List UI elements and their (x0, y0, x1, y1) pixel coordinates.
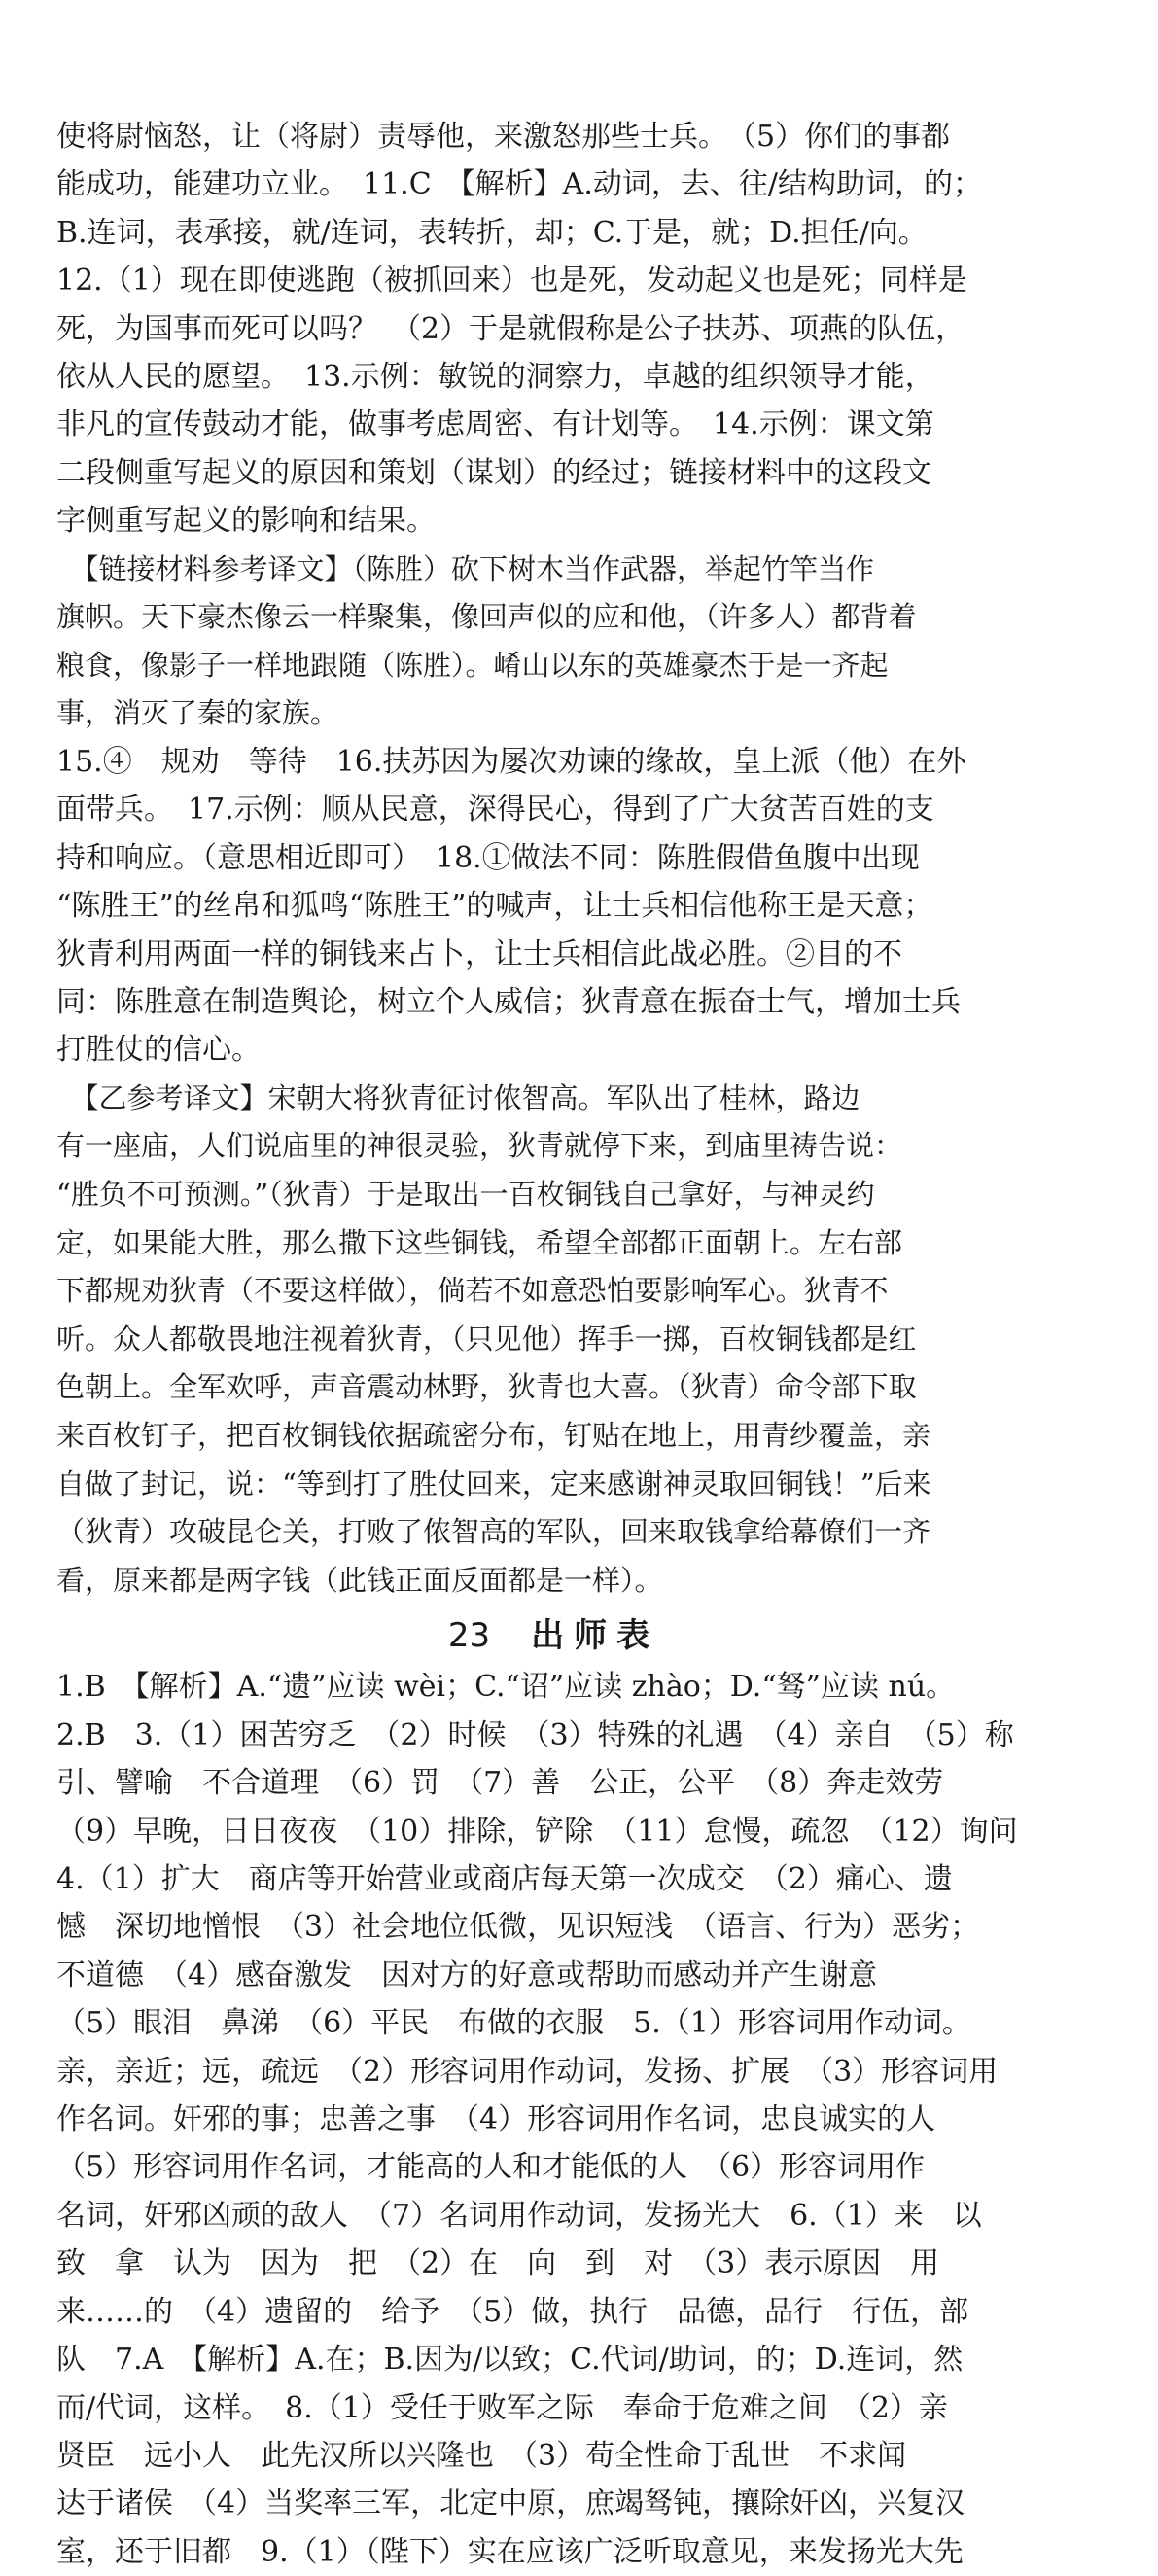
text-line: 使将尉恼怒，让（将尉）责辱他，来激怒那些士兵。 （5）你们的事都 (56, 120, 951, 154)
text-line: 同：陈胜意在制造舆论，树立个人威信；狄青意在振奋士气，增加士兵 (56, 985, 961, 1020)
translation-paragraph-link-material (56, 546, 1051, 738)
text-line: B.连词，表承接，就/连词，表转折，却；C.于是，就；D.担任/向。 (56, 215, 928, 250)
text-line: 达于诸侯 （4）当奖率三军，北定中原，庶竭驽钝，攘除奸凶，兴复汉 (56, 2487, 965, 2522)
text-line: 依从人民的愿望。 13.示例：敏锐的洞察力，卓越的组织领导才能， (56, 360, 934, 395)
text-line: （5）眼泪 鼻涕 （6）平民 布做的衣服 5.（1）形容词用作动词。 (56, 2006, 971, 2041)
text-line: 作名词。奸邪的事；忠善之事 （4）形容词用作名词，忠良诚实的人 (56, 2102, 936, 2137)
text-line: 旗帜。天下豪杰像云一样聚集，像回声似的应和他，（许多人）都背着 (56, 600, 917, 634)
text-line: 狄青利用两面一样的铜钱来占卜，让士兵相信此战必胜。②目的不 (56, 936, 902, 971)
text-line: 听。众人都敬畏地注视着狄青，（只见他）挥手一掷，百枚铜钱都是红 (56, 1322, 917, 1356)
text-line: 粮食，像影子一样地跟随（陈胜）。崤山以东的英雄豪杰于是一齐起 (56, 648, 889, 682)
text-line: 定，如果能大胜，那么撒下这些铜钱，希望全部都正面朝上。左右部 (56, 1225, 903, 1259)
text-line: 不道德 （4）感奋激发 因对方的好意或帮助而感动并产生谢意 (56, 1958, 878, 1993)
text-line: 2.B 3.（1）困苦穷乏 （2）时候 （3）特殊的礼遇 （4）亲自 （5）称 (56, 1717, 1014, 1752)
text-line: 下都规劝狄青（不要这样做），倘若不如意恐怕要影响军心。狄青不 (56, 1274, 889, 1308)
text-line: 室，还于旧都 9.（1）（陛下）实在应该广泛听取意见，来发扬光大先 (56, 2534, 964, 2569)
text-line: 1.B 【解析】A.“遗”应读 wèi；C.“诏”应读 zhào；D.“驽”应读 nú。 (56, 1670, 956, 1705)
text-line: 引、譬喻 不合道理 （6）罚 （7）善 公正，公平 （8）奔走效劳 (56, 1766, 944, 1801)
text-line: 【链接材料参考译文】（陈胜）砍下树木当作武器，举起竹竿当作 (56, 551, 875, 585)
text-line: 而/代词，这样。 8.（1）受任于败军之际 奉命于危难之间 （2）亲 (56, 2390, 948, 2425)
section-title (56, 1608, 1051, 1663)
text-line: （5）形容词用作名词，才能高的人和才能低的人 （6）形容词用作 (56, 2150, 926, 2185)
text-line: 面带兵。 17.示例：顺从民意，深得民心，得到了广大贫苦百姓的支 (56, 793, 934, 828)
text-line: 来百枚钉子，把百枚铜钱依据疏密分布，钉贴在地上，用青纱覆盖，亲 (56, 1419, 931, 1453)
text-line: 持和响应。（意思相近即可） 18.①做法不同：陈胜假借鱼腹中出现 (56, 840, 920, 875)
text-line: （9）早晚，日日夜夜 （10）排除，铲除 （11）怠慢，疏忽 （12）询问 (56, 1814, 1018, 1849)
answer-paragraph-1 (56, 113, 1051, 546)
text-line: 贤臣 远小人 此先汉所以兴隆也 （3）苟全性命于乱世 不求闻 (56, 2438, 907, 2473)
text-line: 亲，亲近；远，疏远 （2）形容词用作动词，发扬、扩展 （3）形容词用 (56, 2054, 999, 2089)
text-line: 致 拿 认为 因为 把 （2）在 向 到 对 （3）表示原因 用 (56, 2246, 940, 2281)
answer-paragraph-2 (56, 738, 1051, 1075)
section-number: 23 (447, 1616, 491, 1656)
text-line: “胜负不可预测。”（狄青）于是取出一百枚铜钱自己拿好，与神灵约 (56, 1178, 875, 1212)
text-line: 看，原来都是两字钱（此钱正面反面都是一样）。 (56, 1563, 663, 1597)
text-line: 事，消灭了秦的家族。 (56, 696, 339, 730)
text-line: 自做了封记，说：“等到打了胜仗回来，定来感谢神灵取回铜钱！”后来 (56, 1466, 931, 1500)
translation-paragraph-yi (56, 1075, 1051, 1606)
text-line: 憾 深切地憎恨 （3）社会地位低微，见识短浅 （语言、行为）恶劣； (56, 1910, 980, 1945)
section-title-text: 出师表 (531, 1616, 660, 1656)
answer-paragraph-3 (56, 1663, 1051, 2576)
text-line: 打胜仗的信心。 (56, 1033, 261, 1068)
text-line: （狄青）攻破昆仑关，打败了侬智高的军队，回来取钱拿给幕僚们一齐 (56, 1515, 931, 1549)
text-line: 12.（1）现在即使逃跑（被抓回来）也是死，发动起义也是死；同样是 (56, 264, 967, 299)
text-line: 有一座庙，人们说庙里的神很灵验，狄青就停下来，到庙里祷告说： (56, 1129, 903, 1163)
text-line: 15.④ 规劝 等待 16.扶苏因为屡次劝谏的缘故，皇上派（他）在外 (56, 745, 966, 780)
text-line: 非凡的宣传鼓动才能，做事考虑周密、有计划等。 14.示例：课文第 (56, 407, 934, 442)
text-line: 名词，奸邪凶顽的敌人 （7）名词用作动词，发扬光大 6.（1）来 以 (56, 2198, 982, 2233)
text-line: 字侧重写起义的影响和结果。 (56, 504, 436, 539)
text-line: 色朝上。全军欢呼，声音震动林野，狄青也大喜。（狄青）命令部下取 (56, 1370, 917, 1404)
text-line: 队 7.A 【解析】A.在；B.因为/以致；C.代词/助词，的；D.连词，然 (56, 2343, 964, 2378)
text-line: 二段侧重写起义的原因和策划（谋划）的经过；链接材料中的这段文 (56, 455, 931, 490)
text-line: 来……的 （4）遗留的 给予 （5）做，执行 品德，品行 行伍，部 (56, 2294, 969, 2329)
text-line: 死，为国事而死可以吗？ （2）于是就假称是公子扶苏、项燕的队伍， (56, 311, 965, 346)
text-line: 【乙参考译文】宋朝大将狄青征讨侬智高。军队出了桂林，路边 (56, 1080, 860, 1114)
text-line: 4.（1）扩大 商店等开始营业或商店每天第一次成交 （2）痛心、遗 (56, 1862, 953, 1897)
text-line: 能成功，能建功立业。 11.C 【解析】A.动词，去、往/结构助词，的； (56, 167, 982, 202)
text-line: “陈胜王”的丝帛和狐鸣“陈胜王”的喊声，让士兵相信他称王是天意； (56, 889, 933, 924)
